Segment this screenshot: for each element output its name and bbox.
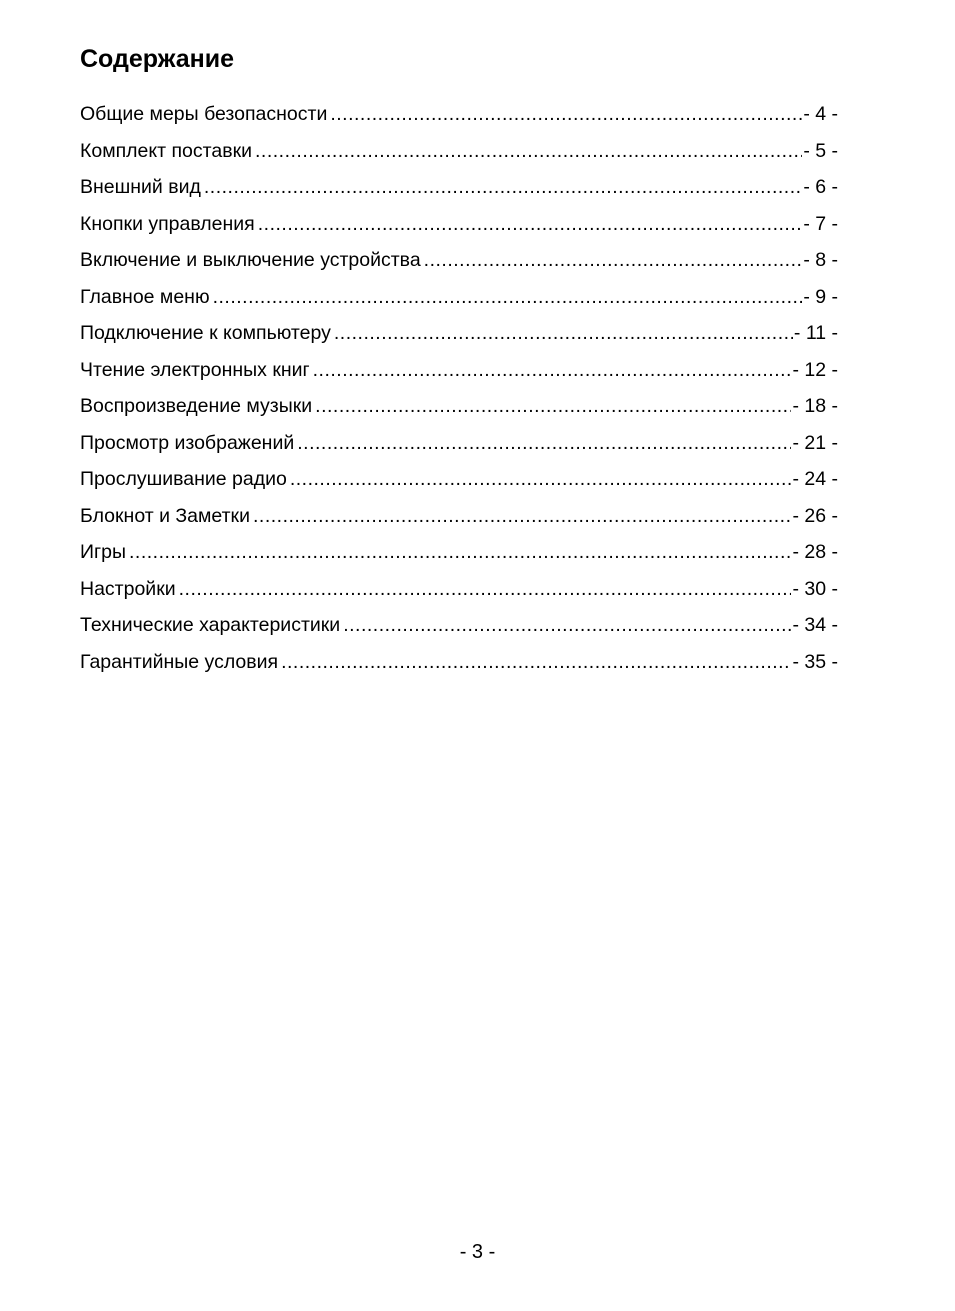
toc-dot-leader	[129, 538, 791, 566]
toc-entry-label: Настройки	[80, 577, 176, 600]
toc-dot-leader	[315, 392, 791, 420]
toc-entry[interactable]	[80, 538, 838, 575]
toc-entry-page: - 35 -	[792, 650, 838, 673]
toc-entry[interactable]	[80, 465, 838, 502]
toc-entry[interactable]	[80, 100, 838, 137]
toc-entry[interactable]	[80, 392, 838, 429]
toc-entry-page: - 34 -	[792, 614, 838, 636]
toc-dot-leader	[334, 319, 793, 347]
toc-dot-leader	[258, 210, 803, 238]
toc-dot-leader	[424, 246, 803, 274]
toc-entry-label: Игры	[80, 541, 126, 563]
toc-dot-leader	[330, 100, 802, 128]
toc-dot-leader	[253, 502, 792, 530]
toc-entry-page: - 11 -	[793, 322, 838, 344]
toc-entry-label: Гарантийные условия	[80, 650, 279, 673]
toc-entry-page: - 12 -	[792, 358, 838, 381]
toc-entry-page: - 5 -	[803, 139, 838, 162]
toc-dot-leader	[179, 575, 792, 603]
toc-entry-label: Включение и выключение устройства	[80, 249, 421, 271]
toc-entry[interactable]	[80, 575, 838, 612]
toc-dot-leader	[313, 356, 792, 384]
toc-entry-page: - 6 -	[803, 176, 838, 198]
toc-title: Содержание	[80, 45, 235, 73]
toc-entry-page: - 30 -	[792, 577, 838, 600]
toc-entry-page: - 4 -	[803, 103, 838, 125]
toc-entry[interactable]	[80, 429, 838, 466]
page-number: - 3 -	[459, 1241, 496, 1263]
toc-entry-label: Подключение к компьютеру	[80, 322, 331, 344]
toc-entry-page: - 26 -	[792, 504, 838, 527]
toc-dot-leader	[281, 648, 791, 676]
toc-entry-page: - 8 -	[803, 249, 838, 271]
toc-entry-label: Комплект поставки	[80, 139, 252, 162]
toc-entry[interactable]	[80, 137, 838, 174]
toc-entry[interactable]	[80, 648, 838, 685]
toc-entry[interactable]	[80, 173, 838, 210]
toc-entry-label: Воспроизведение музыки	[80, 395, 313, 417]
toc-entry[interactable]	[80, 283, 838, 320]
toc-entry[interactable]	[80, 502, 838, 539]
toc-entry-label: Просмотр изображений	[80, 431, 295, 454]
toc-entry-page: - 9 -	[803, 285, 838, 308]
toc-entry-label: Технические характеристики	[80, 614, 341, 636]
toc-dot-leader	[343, 611, 791, 639]
toc-dot-leader	[290, 465, 792, 493]
toc-dot-leader	[213, 283, 803, 311]
toc-entry[interactable]	[80, 356, 838, 393]
toc-entry[interactable]	[80, 319, 838, 356]
toc-entry-label: Прослушивание радио	[80, 468, 287, 490]
toc-entry-label: Кнопки управления	[80, 212, 255, 235]
toc-entry-page: - 7 -	[803, 212, 838, 235]
toc-dot-leader	[297, 429, 791, 457]
toc-entry-label: Общие меры безопасности	[80, 103, 328, 125]
table-of-contents	[80, 100, 838, 684]
toc-entry-label: Чтение электронных книг	[80, 358, 310, 381]
toc-entry[interactable]	[80, 210, 838, 247]
toc-entry[interactable]	[80, 611, 838, 648]
toc-entry-page: - 21 -	[792, 431, 838, 454]
toc-entry[interactable]	[80, 246, 838, 283]
toc-entry-page: - 28 -	[792, 541, 838, 563]
toc-entry-page: - 18 -	[792, 395, 838, 417]
toc-entry-label: Главное меню	[80, 285, 210, 308]
toc-entry-label: Внешний вид	[80, 176, 201, 198]
toc-entry-label: Блокнот и Заметки	[80, 504, 250, 527]
toc-dot-leader	[204, 173, 802, 201]
toc-dot-leader	[255, 137, 802, 165]
toc-entry-page: - 24 -	[792, 468, 838, 490]
